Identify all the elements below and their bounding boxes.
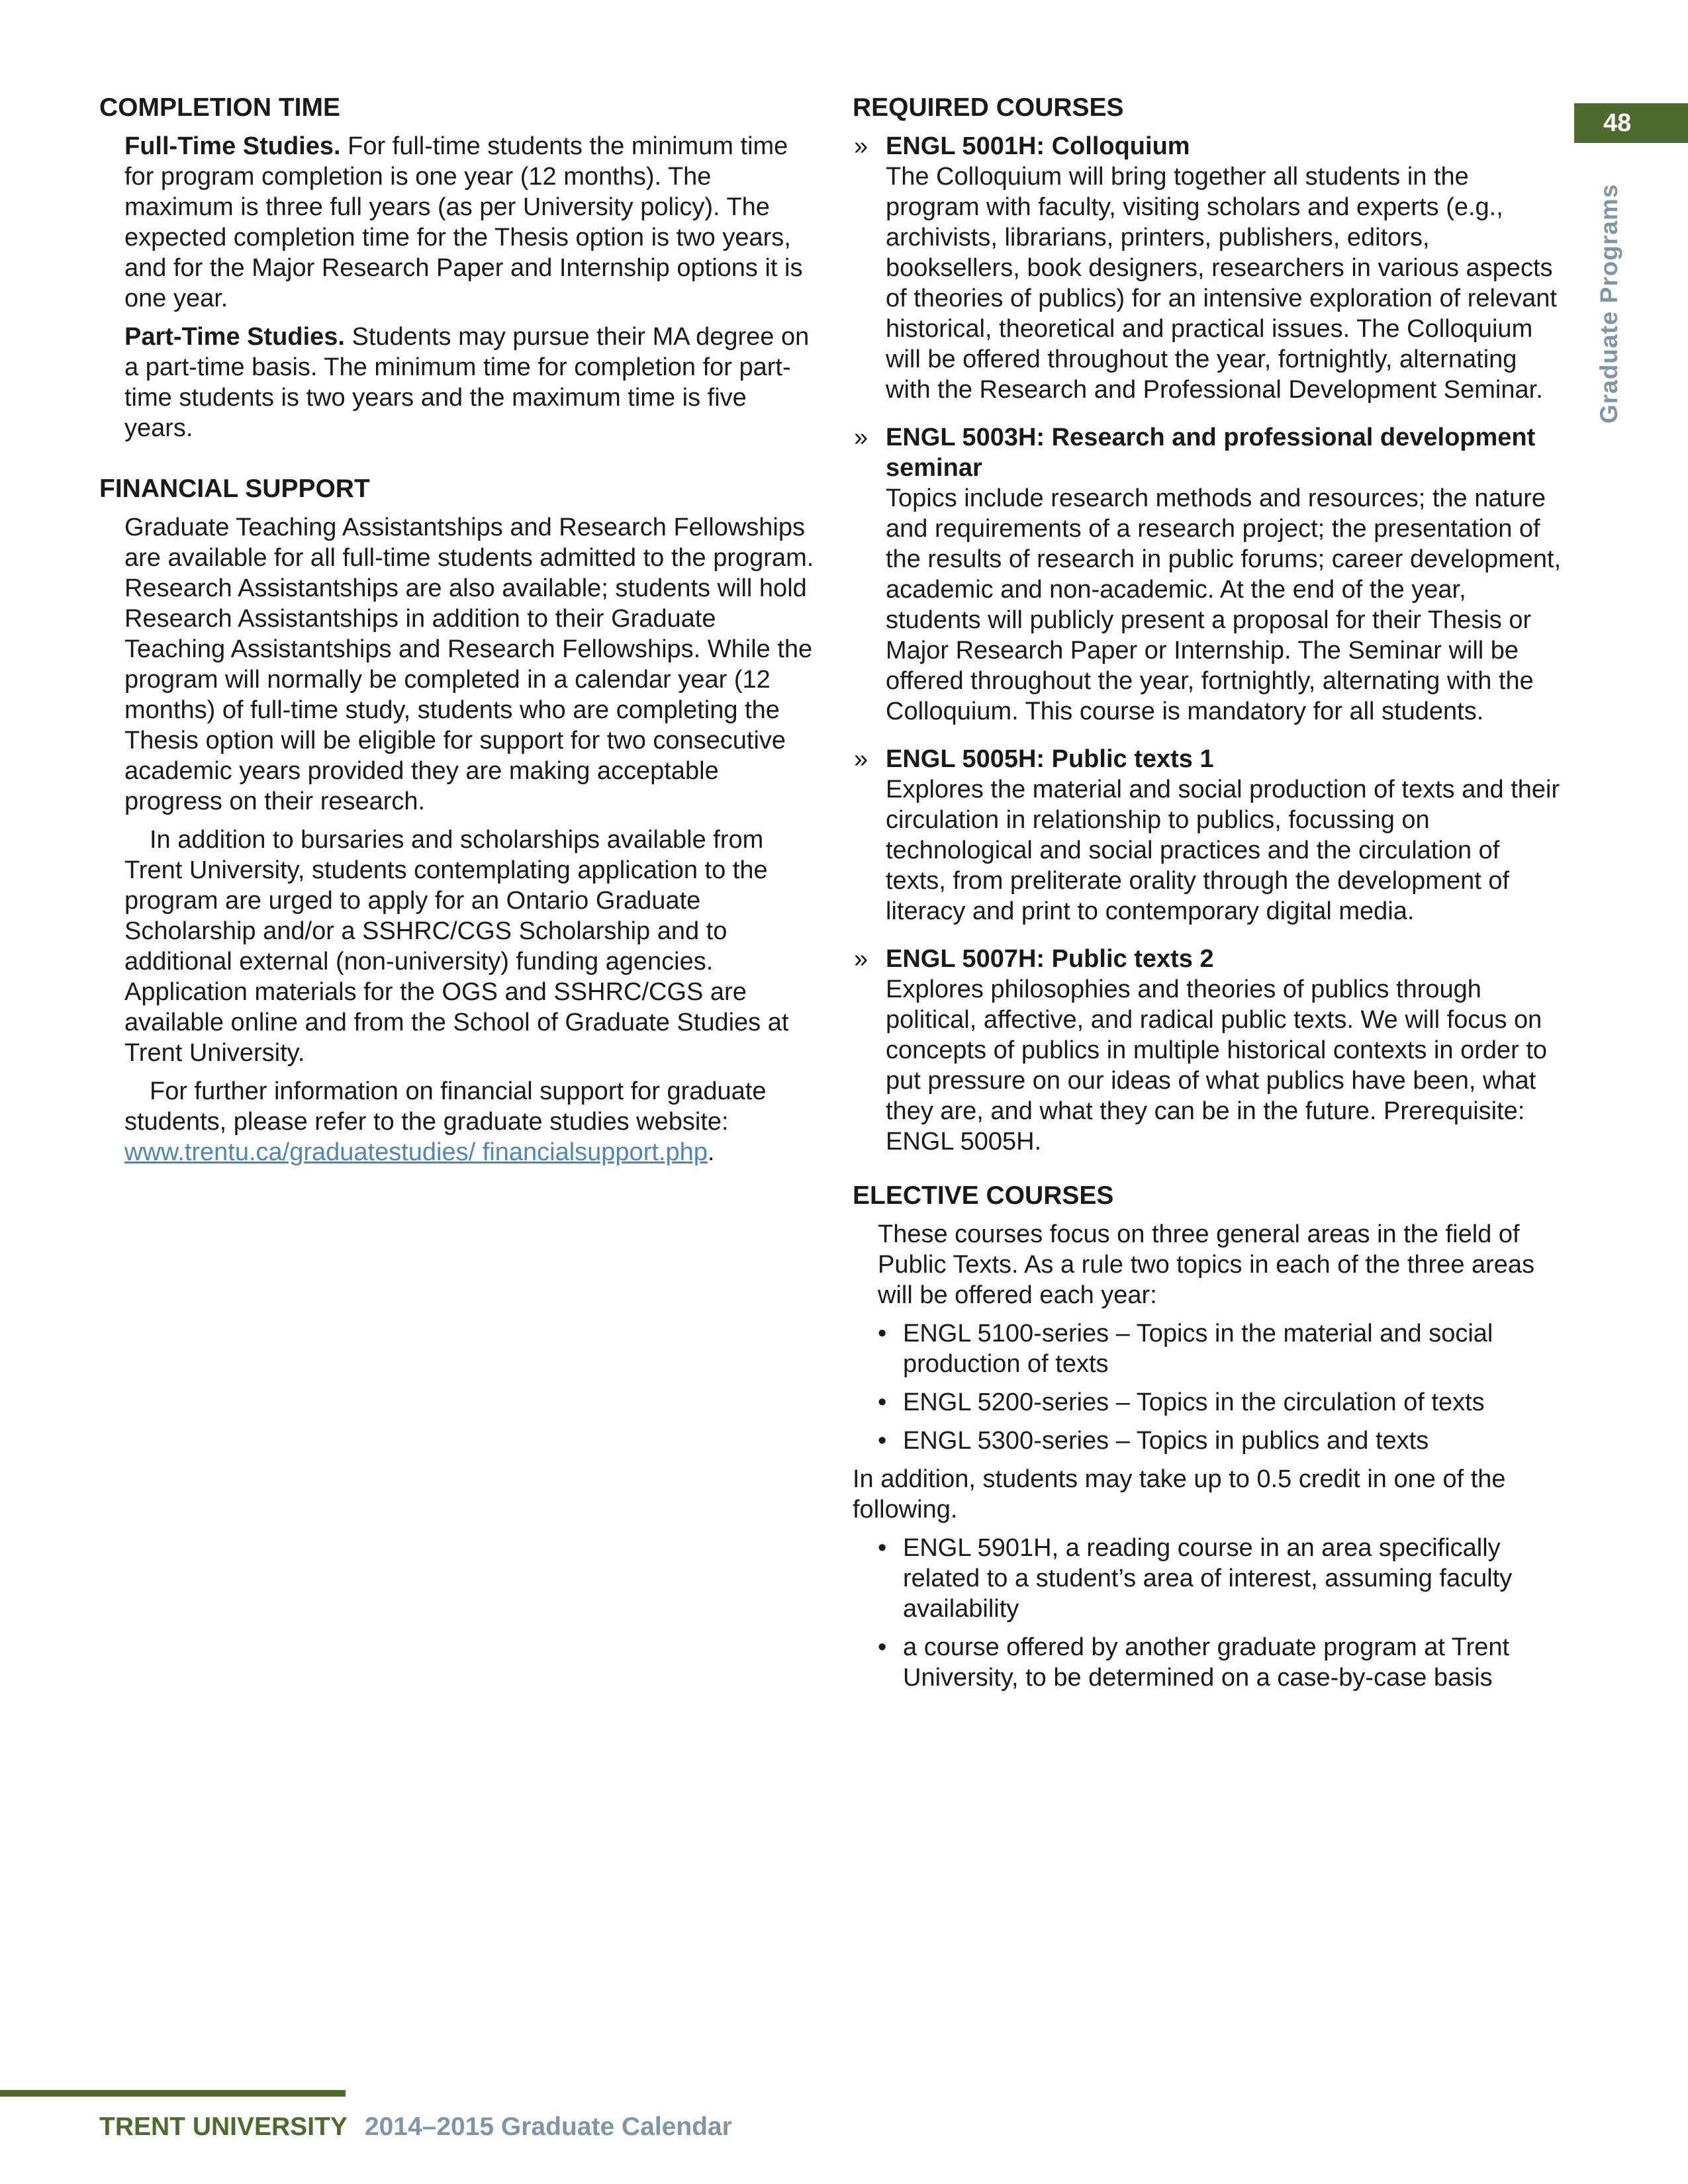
required-courses-heading: REQUIRED COURSES: [853, 93, 1124, 122]
part-time-paragraph: [99, 322, 814, 443]
right-column: [853, 93, 1562, 1701]
chevron-bullet-icon: »: [854, 945, 868, 973]
financial-support-link[interactable]: www.trentu.ca/graduatestudies/ financialsupport.php: [124, 1138, 708, 1166]
list-item-text: ENGL 5901H, a reading course in an area specifically related to a student’s area of interest, assuming faculty availability: [903, 1534, 1513, 1623]
financial-paragraph-1: Graduate Teaching Assistantships and Research Fellowships are available for all full-time students admitted to the program. Research Assistantships are also available; students will hold Research Assistantships in addition to their Graduate Teaching Assistantships and Research Fellowships. While the program will normally be completed in a calendar year (12 months) of full-time study, students who are completing the Thesis option will be eligible for support for two consecutive academic years provided they are making acceptable progress on their research.: [124, 514, 814, 815]
course-description: Topics include research methods and resources; the nature and requirements of a research project; the presentation of the results of research in public forums; career development, academic and non-academic. At the end of the year, students will publicly present a proposal for their Thesis or Major Research Paper or Internship. The Seminar will be offered throughout the year, fortnightly, alternating with the Colloquium. This course is mandatory for all students.: [886, 484, 1562, 725]
course-title: ENGL 5005H: Public texts 1: [886, 745, 1214, 773]
financial-paragraph-3-end: .: [707, 1138, 715, 1166]
list-item-text: ENGL 5100-series – Topics in the material and social production of texts: [903, 1320, 1493, 1378]
course-description: Explores philosophies and theories of publics through political, affective, and radical public texts. We will focus on concepts of publics in multiple historical contexts in order to put pressure on our ideas of what publics have been, what they are, and what they can be in the future. Prerequisite: ENGL 5005H.: [886, 976, 1548, 1156]
bullet-icon: •: [878, 1633, 887, 1661]
footer-university: TRENT UNIVERSITY: [99, 2113, 348, 2141]
list-item-text: ENGL 5200-series – Topics in the circulation of texts: [903, 1388, 1485, 1416]
left-column: [99, 93, 814, 1175]
list-item: [878, 1632, 1562, 1693]
full-time-lead: Full-Time Studies.: [124, 132, 341, 160]
course-title: ENGL 5003H: Research and professional development seminar: [886, 424, 1536, 482]
course-item: [853, 131, 1562, 405]
list-item: [878, 1318, 1562, 1379]
financial-support-heading: FINANCIAL SUPPORT: [99, 475, 370, 503]
elective-option-list: [853, 1533, 1562, 1693]
elective-area-list: [853, 1318, 1562, 1456]
part-time-text: Students may pursue their MA degree on a part-time basis. The minimum time for completion for part-time students is two years and the maximum time is five years.: [124, 323, 810, 442]
financial-paragraph-2: In addition to bursaries and scholarships available from Trent University, students contemplating application to the program are urged to apply for an Ontario Graduate Scholarship and/or a SSHRC/CGS Scholarship and to additional external (non-university) funding agencies. Application materials for the OGS and SSHRC/CGS are available online and from the School of Graduate Studies at Trent University.: [124, 826, 789, 1067]
completion-time-heading: COMPLETION TIME: [99, 93, 340, 122]
elective-addition: In addition, students may take up to 0.5 credit in one of the following.: [853, 1465, 1506, 1524]
course-title: ENGL 5007H: Public texts 2: [886, 945, 1214, 973]
course-item: [853, 744, 1562, 927]
course-item: [853, 944, 1562, 1157]
bullet-icon: •: [878, 1427, 887, 1455]
footer-rule: [0, 2090, 346, 2097]
course-description: The Colloquium will bring together all students in the program with faculty, visiting scholars and experts (e.g., archivists, librarians, printers, publishers, editors, booksellers, book designers, researchers in various aspects of theories of publics) for an intensive exploration of relevant historical, theoretical and practical issues. The Colloquium will be offered throughout the year, fortnightly, alternating with the Research and Professional Development Seminar.: [886, 163, 1557, 404]
elective-intro: These courses focus on three general areas in the field of Public Texts. As a rule two topics in each of the three areas will be offered each year:: [878, 1220, 1535, 1309]
list-item: [878, 1426, 1562, 1456]
course-item: [853, 422, 1562, 727]
course-description: Explores the material and social production of texts and their circulation in relationship to publics, focussing on technological and social practices and the circulation of texts, from preliterate orality through the development of literacy and print to contemporary digital media.: [886, 776, 1560, 925]
list-item-text: a course offered by another graduate program at Trent University, to be determined on a case-by-case basis: [903, 1633, 1510, 1692]
bullet-icon: •: [878, 1388, 887, 1416]
course-title: ENGL 5001H: Colloquium: [886, 132, 1190, 160]
list-item: [878, 1387, 1562, 1418]
chevron-bullet-icon: »: [854, 132, 868, 160]
full-time-text: For full-time students the minimum time for program completion is one year (12 months). The maximum is three full years (as per University policy). The expected completion time for the Thesis option is two years, and for the Major Research Paper and Internship options it is one year.: [124, 132, 803, 312]
footer-calendar-title: 2014–2015 Graduate Calendar: [364, 2113, 732, 2141]
list-item-text: ENGL 5300-series – Topics in publics and texts: [903, 1427, 1429, 1455]
list-item: [878, 1533, 1562, 1624]
financial-paragraph-3: [99, 1076, 814, 1167]
section-side-label: Graduate Programs: [1595, 183, 1622, 424]
chevron-bullet-icon: »: [854, 745, 868, 773]
part-time-lead: Part-Time Studies.: [124, 323, 345, 351]
financial-paragraph-3-text: For further information on financial support for graduate students, please refer to the graduate studies website:: [124, 1077, 767, 1136]
chevron-bullet-icon: »: [854, 424, 868, 451]
bullet-icon: •: [878, 1534, 887, 1562]
full-time-paragraph: [99, 131, 814, 314]
bullet-icon: •: [878, 1320, 887, 1347]
page-number: 48: [1574, 103, 1688, 143]
footer: [99, 2113, 732, 2142]
elective-courses-heading: ELECTIVE COURSES: [853, 1181, 1114, 1210]
